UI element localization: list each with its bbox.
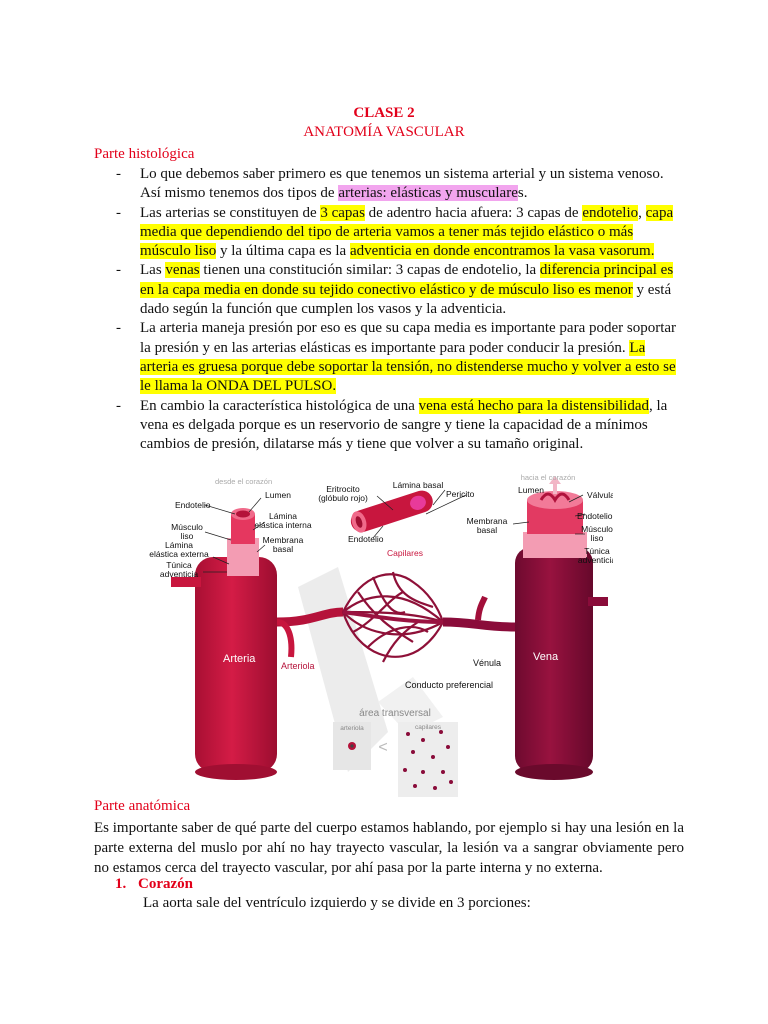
label-area-transversal: área transversal [359, 708, 431, 719]
label-membrana-left-1: Membrana [262, 535, 304, 545]
bullet-text: , la vena es delgada porque es un reservorio de sangre y tiene la capacidad de a mínimos cambios de presión, dilatarse más y tiene que volver a su tamaño original. [140, 397, 668, 453]
label-arteriola: Arteriola [281, 661, 315, 671]
bullet-text: Lo que debemos saber primero es que tenemos un sistema arterial y un sistema venoso. Así mismo tenemos dos tipos de [140, 166, 664, 202]
artery-bottom [195, 764, 277, 780]
label-lamina-line1: Lámina [269, 511, 297, 521]
venule-vessel [443, 622, 515, 627]
bullet-text: La arteria maneja presión por eso es que su capa media es importante para poder soportar la presión y en las arterias elásticas es importante para poder conducir la presión. [140, 320, 677, 356]
label-hacia-corazon: hacia el corazón [520, 473, 576, 482]
bullet-text: En cambio la característica histológica de una [140, 397, 419, 414]
label-desde-corazon: desde el corazón [215, 477, 273, 486]
label-eritrocito-1: Eritrocito [326, 484, 360, 494]
bullet-text: s. [517, 185, 528, 202]
label-musculo-right-2: liso [590, 533, 604, 543]
label-area-arteriola: arteriola [340, 725, 364, 732]
label-tunica-left-2: adventicia [159, 569, 199, 579]
label-membrana-right-2: basal [476, 525, 498, 535]
bullet-item [94, 165, 684, 204]
bullet-text: Las arterias se constituyen de [140, 204, 321, 221]
label-tunica-right-1: Túnica [584, 546, 610, 556]
bullet-text: tienen una constitución similar: 3 capas de endotelio, la [199, 262, 540, 279]
highlighted-text: adventicia en donde encontramos la vasa vasorum. [349, 243, 655, 260]
label-endotelio-center: Endotelio [348, 534, 384, 544]
label-tunica-right-2: adventicia [577, 555, 613, 565]
label-endotelio-left: Endotelio [175, 500, 211, 510]
document-title: CLASE 2 [353, 105, 415, 121]
bullet-text: de adentro hacia afuera: 3 capas de [364, 204, 583, 221]
section-heading-histologica: Parte histológica [94, 146, 195, 162]
bullet-dash: - [116, 166, 121, 182]
label-membrana-left-2: basal [272, 544, 294, 554]
bullet-list [94, 165, 684, 454]
bullet-item [94, 319, 684, 396]
label-comparador: < [378, 739, 388, 756]
vein-branch [588, 597, 608, 606]
bullet-text: y la última capa es la [216, 243, 350, 260]
artery-lumen-inner [236, 511, 250, 518]
label-area-capilares: capilares [414, 724, 442, 731]
label-musculo-left-2: liso [180, 531, 194, 541]
label-lumen-left: Lumen [265, 490, 291, 500]
numbered-heading-number: 1. [115, 876, 127, 892]
highlighted-text: arterias: elásticas y musculare [338, 185, 518, 202]
numbered-heading-text: Corazón [138, 876, 193, 892]
arteriole-branch [277, 622, 291, 657]
bullet-dash: - [116, 204, 121, 221]
label-membrana-right-1: Membrana [466, 516, 508, 526]
label-lamina-ext-2: elástica externa [149, 549, 209, 559]
highlighted-text: capa media que dependiendo del tipo de arteria vamos a tener más tejido elástico o más músculo liso [140, 204, 674, 260]
highlighted-text: La arteria es gruesa porque debe soportar la tensión, no distenderse mucho y volver a esto se le llama la ONDA DEL PULSO. [140, 339, 676, 395]
label-eritrocito-2: (glóbulo rojo) [318, 493, 368, 503]
bullet-dash: - [116, 397, 121, 414]
bullet-item [94, 261, 684, 319]
label-endotelio-right: Endotelio [577, 511, 613, 521]
section-heading-anatomica: Parte anatómica [94, 798, 191, 814]
highlighted-text: vena está hecho para la distensibilidad [418, 397, 649, 414]
label-musculo-left-1: Músculo [171, 522, 203, 532]
vein-bottom [515, 764, 593, 780]
highlighted-text: diferencia principal es en la capa media en donde su tejido conectivo elástico y de músculo liso es menor [140, 262, 674, 298]
bullet-item [94, 204, 684, 262]
label-venula: Vénula [473, 658, 502, 668]
numbered-heading [115, 876, 193, 893]
vascular-diagram-svg [143, 472, 613, 802]
arteriole-cross-dot [350, 744, 353, 747]
label-lamina-ext-1: Lámina [165, 540, 193, 550]
subparagraph: La aorta sale del ventrículo izquierdo y se divide en 3 porciones: [143, 895, 531, 911]
label-capilares: Capilares [387, 548, 423, 558]
paragraph-anatomica: Es importante saber de qué parte del cuerpo estamos hablando, por ejemplo si hay una lesión en la parte externa del muslo por ahí no hay trayecto vascular, la lesión va a sangrar obviamente pero no estamos cerca del trayecto vascular, por ahí pasa por la parte interna y no externa. [94, 820, 684, 876]
vascular-diagram [143, 472, 613, 802]
highlighted-text: endotelio [582, 204, 639, 221]
bullet-dash: - [116, 262, 121, 279]
venule-branch [478, 597, 485, 620]
label-lamina-basal: Lámina basal [392, 480, 444, 490]
bullet-text: Las [140, 262, 166, 279]
bullet-item [94, 397, 684, 455]
bullet-text: y está dado según la función que cumplen los vasos y la adventicia. [140, 281, 672, 318]
bullet-text: , [638, 204, 646, 221]
label-pericito: Pericito [446, 489, 475, 499]
label-musculo-right-1: Músculo [581, 524, 613, 534]
label-lumen-right: Lumen [518, 485, 544, 495]
document-subtitle: ANATOMÍA VASCULAR [303, 124, 465, 140]
label-conducto: Conducto preferencial [405, 680, 494, 690]
highlighted-text: 3 capas [320, 204, 365, 221]
bullet-dash: - [116, 320, 121, 337]
label-valvula: Válvula [587, 490, 613, 500]
label-tunica-left-1: Túnica [166, 560, 192, 570]
label-vena: Vena [533, 651, 559, 663]
label-arteria: Arteria [223, 653, 256, 665]
label-lamina-line2: elástica interna [254, 520, 312, 530]
highlighted-text: venas [165, 262, 200, 279]
